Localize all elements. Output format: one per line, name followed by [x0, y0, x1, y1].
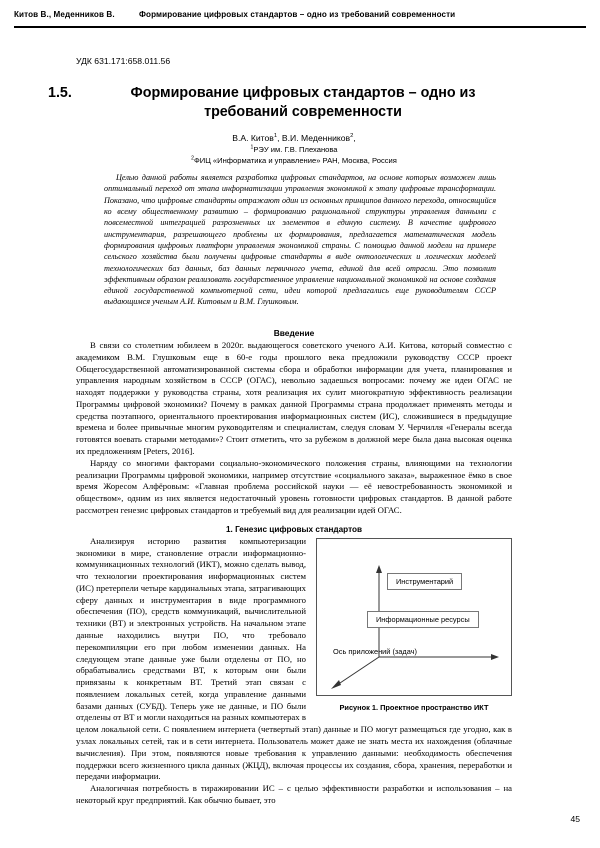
- genesis-paragraph-2: Аналогичная потребность в тиражировании ИС – с целью эффективности разработки и использования – на некоторый круг предприятий. Как обычно бывает, это: [76, 783, 512, 805]
- udc-code: УДК 631.171:658.011.56: [76, 56, 171, 66]
- header-divider: [14, 26, 586, 28]
- intro-paragraph-1: В связи со столетним юбилеем в 2020г. выдающегося советского ученого А.И. Китова, который совместно с академиком В.М. Глушковым еще в 60-е годы прошлого века предложили руководству СССР проект Общегосударственной автоматизированной системы сбора и обработки информации для учета, планирования и управления народным хозяйством в СССР (ОГАС), невольно задаешься вопросами: почему же идеи ОГАС не находят поддержки у руководства страны, хотя реализация их сулит многократную эффективность реализации Программы цифровой экономики? Почему в рамках данной Программы страна продолжает применять методы и средства поэтапного, ориентального проектирования информационных систем (ИС), сложившиеся в предыдущие времена и более привычные многим руководителям и специалистам, следуя словам У. Черчилля «Генералы всегда готовятся воевать старыми методами»? Стоит отметить, что за рубежом в должной мере была дана высокая оценка их предложениям [Peters, 2016].: [76, 340, 512, 457]
- figure-1-caption: Рисунок 1. Проектное пространство ИКТ: [339, 702, 489, 712]
- figure-1-image: [316, 538, 512, 696]
- section-number: 1.5.: [48, 85, 72, 101]
- authors-line: В.А. Китов$^1$, В.И. Меденников$^2$,: [232, 132, 356, 143]
- page-number: 45: [570, 814, 580, 824]
- figure-label-axis-apps: Ось приложений (задач): [333, 646, 417, 656]
- article-body: [76, 328, 512, 807]
- genesis-paragraph-1: Анализируя историю развития компьютеризации экономики в мире, становление отрасли информационно-коммуникационных технологий (ИКТ), можно сделать вывод, что технологии проектирования информационных систем (ИС) претерпели четыре кардинальных этапа, затрагивающих сферу данных и инструментария в виде программного обеспечения (ПО), средств коммуникаций, вычислительной техники (ВТ) и электронных устройств. На начальном этапе данные находились внутри ПО, что требовало перекомпиляции его при любом изменении данных. На следующем этапе данные уже были отделены от ПО, но обрабатывались средствами ВТ, к которым они были привязаны к конкретным ВТ. Третий этап связан с появлением локальных сетей, когда управление данными базами данных (СУБД). Теперь уже не данные, и ПО были отделены от ВТ и могли находиться на разных компьютерах в целом локальной сети. С появлением интернета (четвертый этап) данные и ПО могут размещаться где угодно, как в узлах локальных сетей, так и в сети интернета. Пользователь может даже не знать места их нахождения (облачные вычисления). При этом, появляются новые требования к управлению данными: необходимость обеспечения поддержки всего жизненного цикла данных (ЖЦД), включая процессы их создания, сбора, хранения, переработки и передачи информации.: [76, 535, 512, 782]
- paper-title-text: Формирование цифровых стандартов – одно из требований современности: [130, 85, 476, 120]
- intro-paragraph-2: Наряду со многими факторами социально-экономического положения страны, влияющими на технологии реализации Программы цифровой экономики, например отсутствие «социального заказа», выраженное ёмко в свое время Жоресом Алфёровым: «Главная проблема российской науки — её невостребованность экономикой и обществом», одним из них является недостаточный уровень готовности цифровых стандартов. В данной работе рассмотрен генезис цифровых стандартов и требуемый вид для реализации идей ОГАС.: [76, 457, 512, 515]
- page-title: [48, 84, 512, 122]
- running-head-authors: Китов В., Меденников В.: [14, 10, 115, 19]
- heading-subsection-genesis: 1. Генезис цифровых стандартов: [225, 524, 363, 534]
- heading-introduction: Введение: [273, 328, 315, 338]
- figure-label-info-resources: Информационные ресурсы: [367, 611, 479, 628]
- running-head: [14, 10, 586, 19]
- figure-1: [316, 538, 512, 712]
- title-block: [48, 84, 512, 165]
- abstract: Целью данной работы является разработка цифровых стандартов, на основе которых возможен лишь оптимальный переход от этапа информатизации управления экономикой к этапу цифровые трансформации. Показано, что цифровые стандарты отражают один из основных принципов данного перехода, относящийся ко всему общественному развитию – формированию рациональной структуры управления данными с повсеместной интеграцией разрозненных их элементов в единую систему. В качестве цифрового инструментария, разрешающего проблемы их формирования, предлагается математическая модель формирования цифровых платформ управления экономикой страны. С помощью данной модели на примере сельского хозяйства были получены цифровые стандарты в виде онтологических и логических моделей технологических баз данных, баз данных первичного учета, единой для всей отрасли. Это позволит эффективным образом реализовать государственное управление национальной экономикой на основе создания единой государственной компьютерной сети, идеи которой предлагались еще руководителям СССР выдающимся ученым А.И. Китовым и В.М. Глушковым.: [104, 173, 496, 307]
- affiliation-2: $^2$ФИЦ «Информатика и управление» РАН, Москва, Россия: [191, 155, 397, 165]
- affiliation-1: $^1$РЭУ им. Г.В. Плеханова: [250, 144, 338, 154]
- figure-label-instrumentarii: Инструментарий: [387, 573, 462, 590]
- running-head-title: Формирование цифровых стандартов – одно из требований современности: [139, 10, 456, 19]
